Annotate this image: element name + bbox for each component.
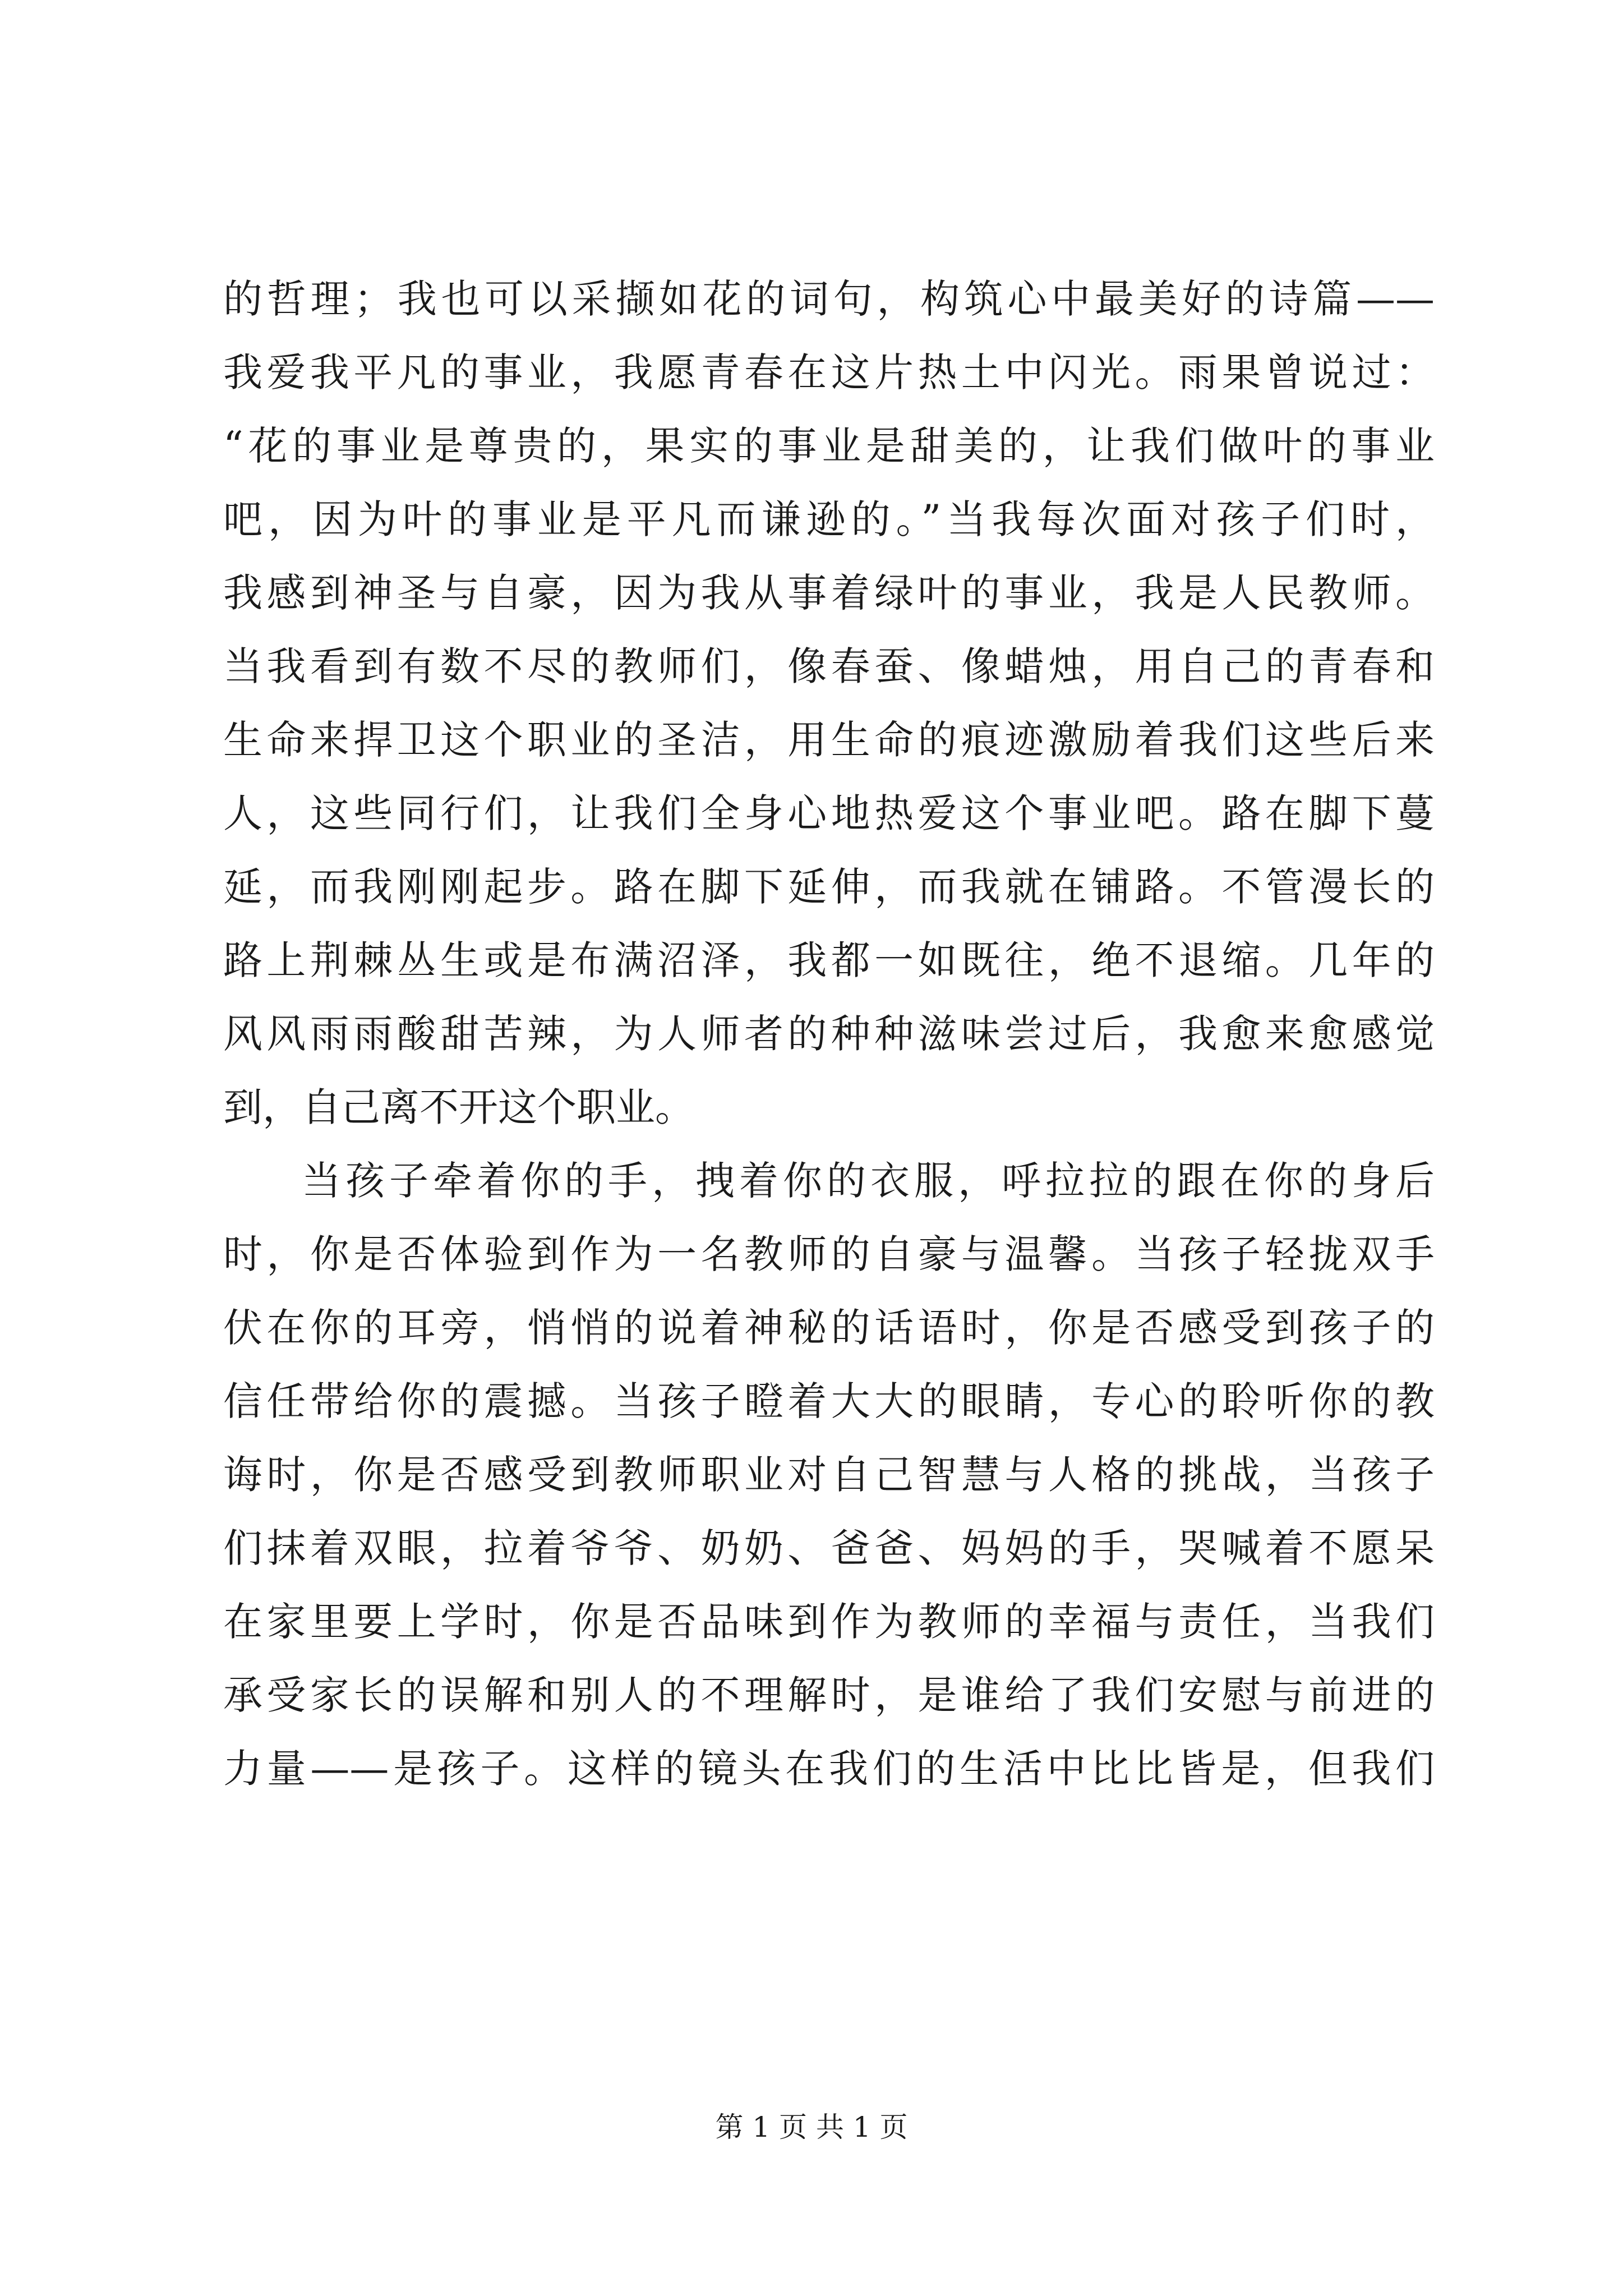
page-footer: 第 1 页 共 1 页: [715, 2111, 908, 2143]
paragraph-line: 延，而我刚刚起步。路在脚下延伸，而我就在铺路。不管漫长的: [223, 864, 1435, 910]
paragraph-line: 当我看到有数不尽的教师们，像春蚕、像蜡烛，用自己的青春和: [223, 643, 1435, 689]
paragraph-line: 我爱我平凡的事业，我愿青春在这片热土中闪光。雨果曾说过：: [223, 349, 1435, 395]
paragraph-line: 吧，因为叶的事业是平凡而谦逊的。”当我每次面对孩子们时，: [223, 496, 1435, 542]
paragraph-line: 承受家长的误解和别人的不理解时，是谁给了我们安慰与前进的: [223, 1672, 1435, 1718]
paragraph-line: 风风雨雨酸甜苦辣，为人师者的种种滋味尝过后，我愈来愈感觉: [223, 1011, 1435, 1057]
paragraph-line: 力量——是孩子。这样的镜头在我们的生活中比比皆是，但我们: [223, 1746, 1435, 1792]
paragraph-line: 诲时，你是否感受到教师职业对自己智慧与人格的挑战，当孩子: [223, 1452, 1435, 1498]
paragraph-line: 当孩子牵着你的手，拽着你的衣服，呼拉拉的跟在你的身后: [302, 1158, 1435, 1204]
paragraph-line: 信任带给你的震撼。当孩子瞪着大大的眼睛，专心的聆听你的教: [223, 1378, 1435, 1424]
paragraph-line: 我感到神圣与自豪，因为我从事着绿叶的事业，我是人民教师。: [223, 570, 1435, 616]
paragraph-line: 在家里要上学时，你是否品味到作为教师的幸福与责任，当我们: [223, 1599, 1435, 1645]
paragraph-line: 们抹着双眼，拉着爷爷、奶奶、爸爸、妈妈的手，哭喊着不愿呆: [223, 1525, 1435, 1571]
paragraph-line: 路上荆棘丛生或是布满沼泽，我都一如既往，绝不退缩。几年的: [223, 937, 1435, 983]
paragraph-line: 时，你是否体验到作为一名教师的自豪与温馨。当孩子轻拢双手: [223, 1231, 1435, 1277]
document-body: [223, 263, 1435, 1806]
paragraph-line: 生命来捍卫这个职业的圣洁，用生命的痕迹激励着我们这些后来: [223, 717, 1435, 763]
paragraph-line: “花的事业是尊贵的，果实的事业是甜美的，让我们做叶的事业: [223, 423, 1435, 469]
paragraph-line: 伏在你的耳旁，悄悄的说着神秘的话语时，你是否感受到孩子的: [223, 1305, 1435, 1351]
paragraph-line: 的哲理；我也可以采撷如花的词句，构筑心中最美好的诗篇——: [223, 276, 1435, 322]
paragraph-line: 人，这些同行们，让我们全身心地热爱这个事业吧。路在脚下蔓: [223, 790, 1435, 836]
paragraph-line: 到，自己离不开这个职业。: [223, 1084, 694, 1130]
